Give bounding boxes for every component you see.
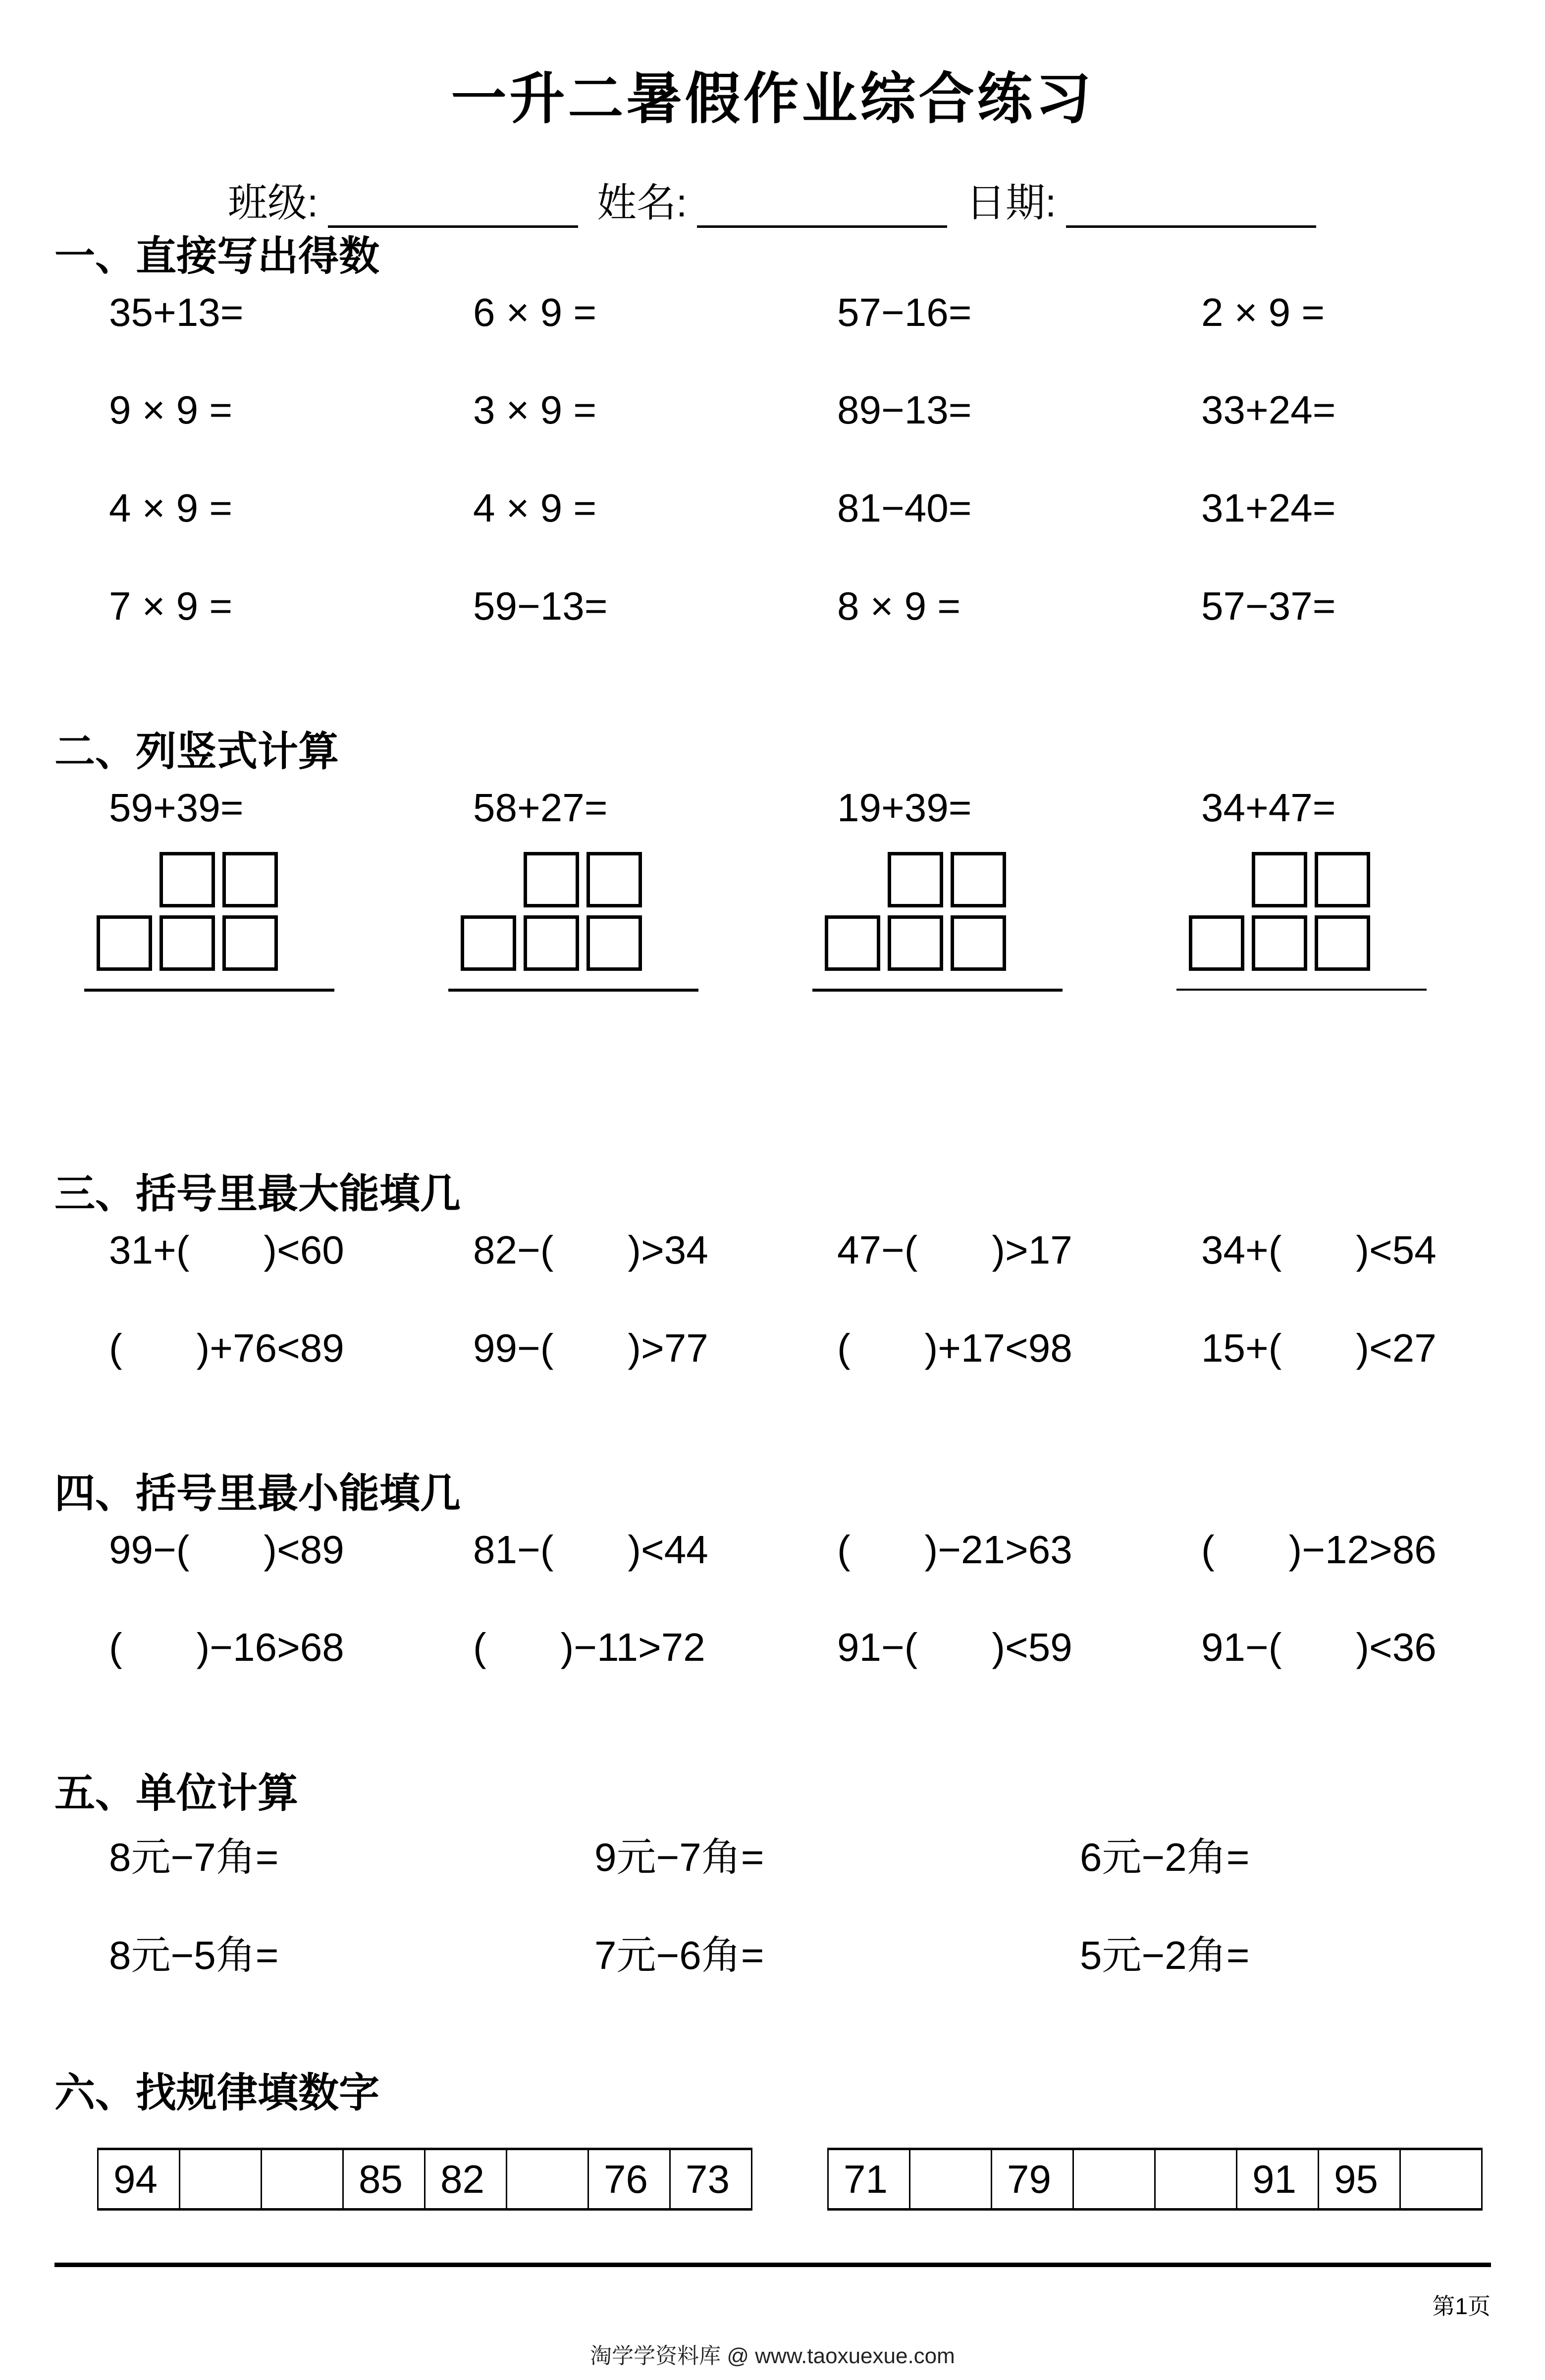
- problem-right: )−11>72: [560, 1625, 705, 1669]
- bracket-problem: [473, 1625, 705, 1670]
- problem-left: 31+(: [109, 1228, 190, 1272]
- footer-divider: [54, 2263, 1491, 2267]
- bracket-problem: [1201, 1527, 1437, 1573]
- sequence-blank-cell[interactable]: [262, 2149, 343, 2210]
- oral-problem: 89−13=: [837, 388, 972, 432]
- answer-line: [448, 989, 698, 992]
- unit-problem: 5元−2角=: [1080, 1933, 1250, 1977]
- bracket-problem: [1201, 1625, 1437, 1670]
- date-field[interactable]: [966, 171, 1316, 228]
- vertical-problem: 19+39=: [837, 786, 972, 830]
- name-label: 姓名:: [597, 181, 688, 225]
- problem-left: (: [837, 1528, 851, 1572]
- problem-left: 82−(: [473, 1228, 554, 1272]
- digit-box[interactable]: [222, 915, 278, 971]
- sequence-cell: 82: [425, 2149, 507, 2210]
- digit-box[interactable]: [1252, 852, 1307, 907]
- problem-left: (: [109, 1326, 122, 1370]
- sequence-blank-cell[interactable]: [1155, 2149, 1237, 2210]
- digit-box[interactable]: [586, 915, 642, 971]
- oral-problem: 4 × 9 =: [473, 486, 597, 530]
- oral-problem: 57−37=: [1201, 584, 1336, 628]
- bracket-problem: [109, 1227, 344, 1273]
- problem-right: )>77: [628, 1326, 708, 1370]
- bracket-problem: [473, 1227, 708, 1273]
- oral-problem: 57−16=: [837, 290, 972, 334]
- sequence-blank-cell[interactable]: [910, 2149, 992, 2210]
- digit-box[interactable]: [951, 852, 1006, 907]
- problem-right: )<27: [1356, 1326, 1437, 1370]
- digit-box[interactable]: [1315, 852, 1370, 907]
- bracket-problem: [473, 1325, 708, 1371]
- oral-problem: 2 × 9 =: [1201, 290, 1325, 334]
- problem-right: )<44: [628, 1528, 708, 1572]
- bracket-problem: [1201, 1227, 1437, 1273]
- sequence-blank-cell[interactable]: [507, 2149, 588, 2210]
- oral-problem: 9 × 9 =: [109, 388, 233, 432]
- digit-box[interactable]: [825, 915, 880, 971]
- problem-right: )<89: [264, 1528, 344, 1572]
- oral-problem: 35+13=: [109, 290, 244, 334]
- digit-box[interactable]: [97, 915, 152, 971]
- problem-right: )>17: [992, 1228, 1072, 1272]
- bracket-problem: [109, 1527, 344, 1573]
- bracket-problem: [109, 1625, 344, 1670]
- page-number: 第1页: [1432, 2293, 1491, 2319]
- vertical-problem: 34+47=: [1201, 786, 1336, 830]
- problem-left: 81−(: [473, 1528, 554, 1572]
- name-blank[interactable]: [697, 191, 947, 228]
- sequence-table-1: [97, 2148, 752, 2211]
- page-title: 一升二暑假作业综合练习: [451, 68, 1094, 130]
- sequence-cell: 71: [828, 2149, 910, 2210]
- problem-right: )>34: [628, 1228, 708, 1272]
- problem-right: )−16>68: [196, 1625, 344, 1669]
- problem-right: )<54: [1356, 1228, 1437, 1272]
- sequence-blank-cell[interactable]: [1073, 2149, 1155, 2210]
- watermark: 淘学学资料库 @ www.taoxuexue.com: [590, 2344, 955, 2368]
- digit-box[interactable]: [1315, 915, 1370, 971]
- answer-line: [84, 989, 334, 992]
- oral-problem: 81−40=: [837, 486, 972, 530]
- sequence-cell: 94: [98, 2149, 180, 2210]
- date-blank[interactable]: [1066, 191, 1316, 228]
- oral-problem: 31+24=: [1201, 486, 1336, 530]
- oral-problem: 3 × 9 =: [473, 388, 597, 432]
- problem-right: )<60: [264, 1228, 344, 1272]
- bracket-problem: [837, 1527, 1072, 1573]
- sequence-blank-cell[interactable]: [180, 2149, 262, 2210]
- problem-right: )<36: [1356, 1625, 1437, 1669]
- unit-problem: 9元−7角=: [594, 1835, 764, 1879]
- class-label: 班级:: [228, 181, 319, 225]
- sequence-table-2: [827, 2148, 1483, 2211]
- problem-left: 99−(: [473, 1326, 554, 1370]
- section-6-heading: 六、找规律填数字: [54, 2070, 380, 2116]
- answer-line: [812, 989, 1063, 992]
- oral-problem: 33+24=: [1201, 388, 1336, 432]
- problem-left: (: [109, 1625, 122, 1669]
- digit-box[interactable]: [888, 915, 943, 971]
- unit-problem: 7元−6角=: [594, 1933, 764, 1977]
- digit-box[interactable]: [524, 852, 579, 907]
- oral-problem: 4 × 9 =: [109, 486, 233, 530]
- problem-left: 47−(: [837, 1228, 918, 1272]
- section-4-heading: 四、括号里最小能填几: [54, 1471, 461, 1516]
- sequence-cell: 85: [343, 2149, 425, 2210]
- unit-problem: 8元−7角=: [109, 1835, 279, 1879]
- problem-right: )+76<89: [196, 1326, 344, 1370]
- sequence-cell: 91: [1237, 2149, 1319, 2210]
- vertical-problem: 59+39=: [109, 786, 244, 830]
- unit-problem: 6元−2角=: [1080, 1835, 1250, 1879]
- problem-right: )+17<98: [924, 1326, 1072, 1370]
- vertical-problem: 58+27=: [473, 786, 608, 830]
- bracket-problem: [837, 1625, 1072, 1670]
- section-3-heading: 三、括号里最大能填几: [54, 1171, 461, 1216]
- problem-left: (: [473, 1625, 486, 1669]
- problem-left: 91−(: [837, 1625, 918, 1669]
- name-field[interactable]: [597, 171, 947, 228]
- digit-box[interactable]: [160, 852, 215, 907]
- sequence-blank-cell[interactable]: [1400, 2149, 1482, 2210]
- oral-problem: 7 × 9 =: [109, 584, 233, 628]
- digit-box[interactable]: [888, 852, 943, 907]
- sequence-cell: 95: [1319, 2149, 1400, 2210]
- bracket-problem: [109, 1325, 344, 1371]
- oral-problem: 6 × 9 =: [473, 290, 597, 334]
- section-1-heading: 一、直接写出得数: [54, 234, 380, 279]
- digit-box[interactable]: [160, 915, 215, 971]
- problem-left: 34+(: [1201, 1228, 1282, 1272]
- problem-left: 99−(: [109, 1528, 190, 1572]
- digit-box[interactable]: [524, 915, 579, 971]
- unit-problem: 8元−5角=: [109, 1933, 279, 1977]
- sequence-cell: 79: [992, 2149, 1073, 2210]
- digit-box[interactable]: [1252, 915, 1307, 971]
- sequence-cell: 76: [588, 2149, 670, 2210]
- bracket-problem: [473, 1527, 708, 1573]
- bracket-problem: [837, 1325, 1072, 1371]
- digit-box[interactable]: [222, 852, 278, 907]
- class-blank[interactable]: [328, 191, 578, 228]
- bracket-problem: [837, 1227, 1072, 1273]
- section-2-heading: 二、列竖式计算: [54, 729, 339, 774]
- problem-right: )−21>63: [924, 1528, 1072, 1572]
- answer-line: [1176, 989, 1427, 991]
- digit-box[interactable]: [1189, 915, 1244, 971]
- problem-left: 15+(: [1201, 1326, 1282, 1370]
- date-label: 日期:: [966, 181, 1057, 225]
- problem-right: )−12>86: [1288, 1528, 1437, 1572]
- digit-box[interactable]: [951, 915, 1006, 971]
- class-field[interactable]: [228, 171, 578, 228]
- problem-left: (: [837, 1326, 851, 1370]
- problem-right: )<59: [992, 1625, 1072, 1669]
- digit-box[interactable]: [586, 852, 642, 907]
- problem-left: 91−(: [1201, 1625, 1282, 1669]
- bracket-problem: [1201, 1325, 1437, 1371]
- digit-box[interactable]: [461, 915, 516, 971]
- oral-problem: 8 × 9 =: [837, 584, 961, 628]
- sequence-cell: 73: [670, 2149, 752, 2210]
- section-5-heading: 五、单位计算: [54, 1771, 299, 1816]
- oral-problem: 59−13=: [473, 584, 608, 628]
- problem-left: (: [1201, 1528, 1215, 1572]
